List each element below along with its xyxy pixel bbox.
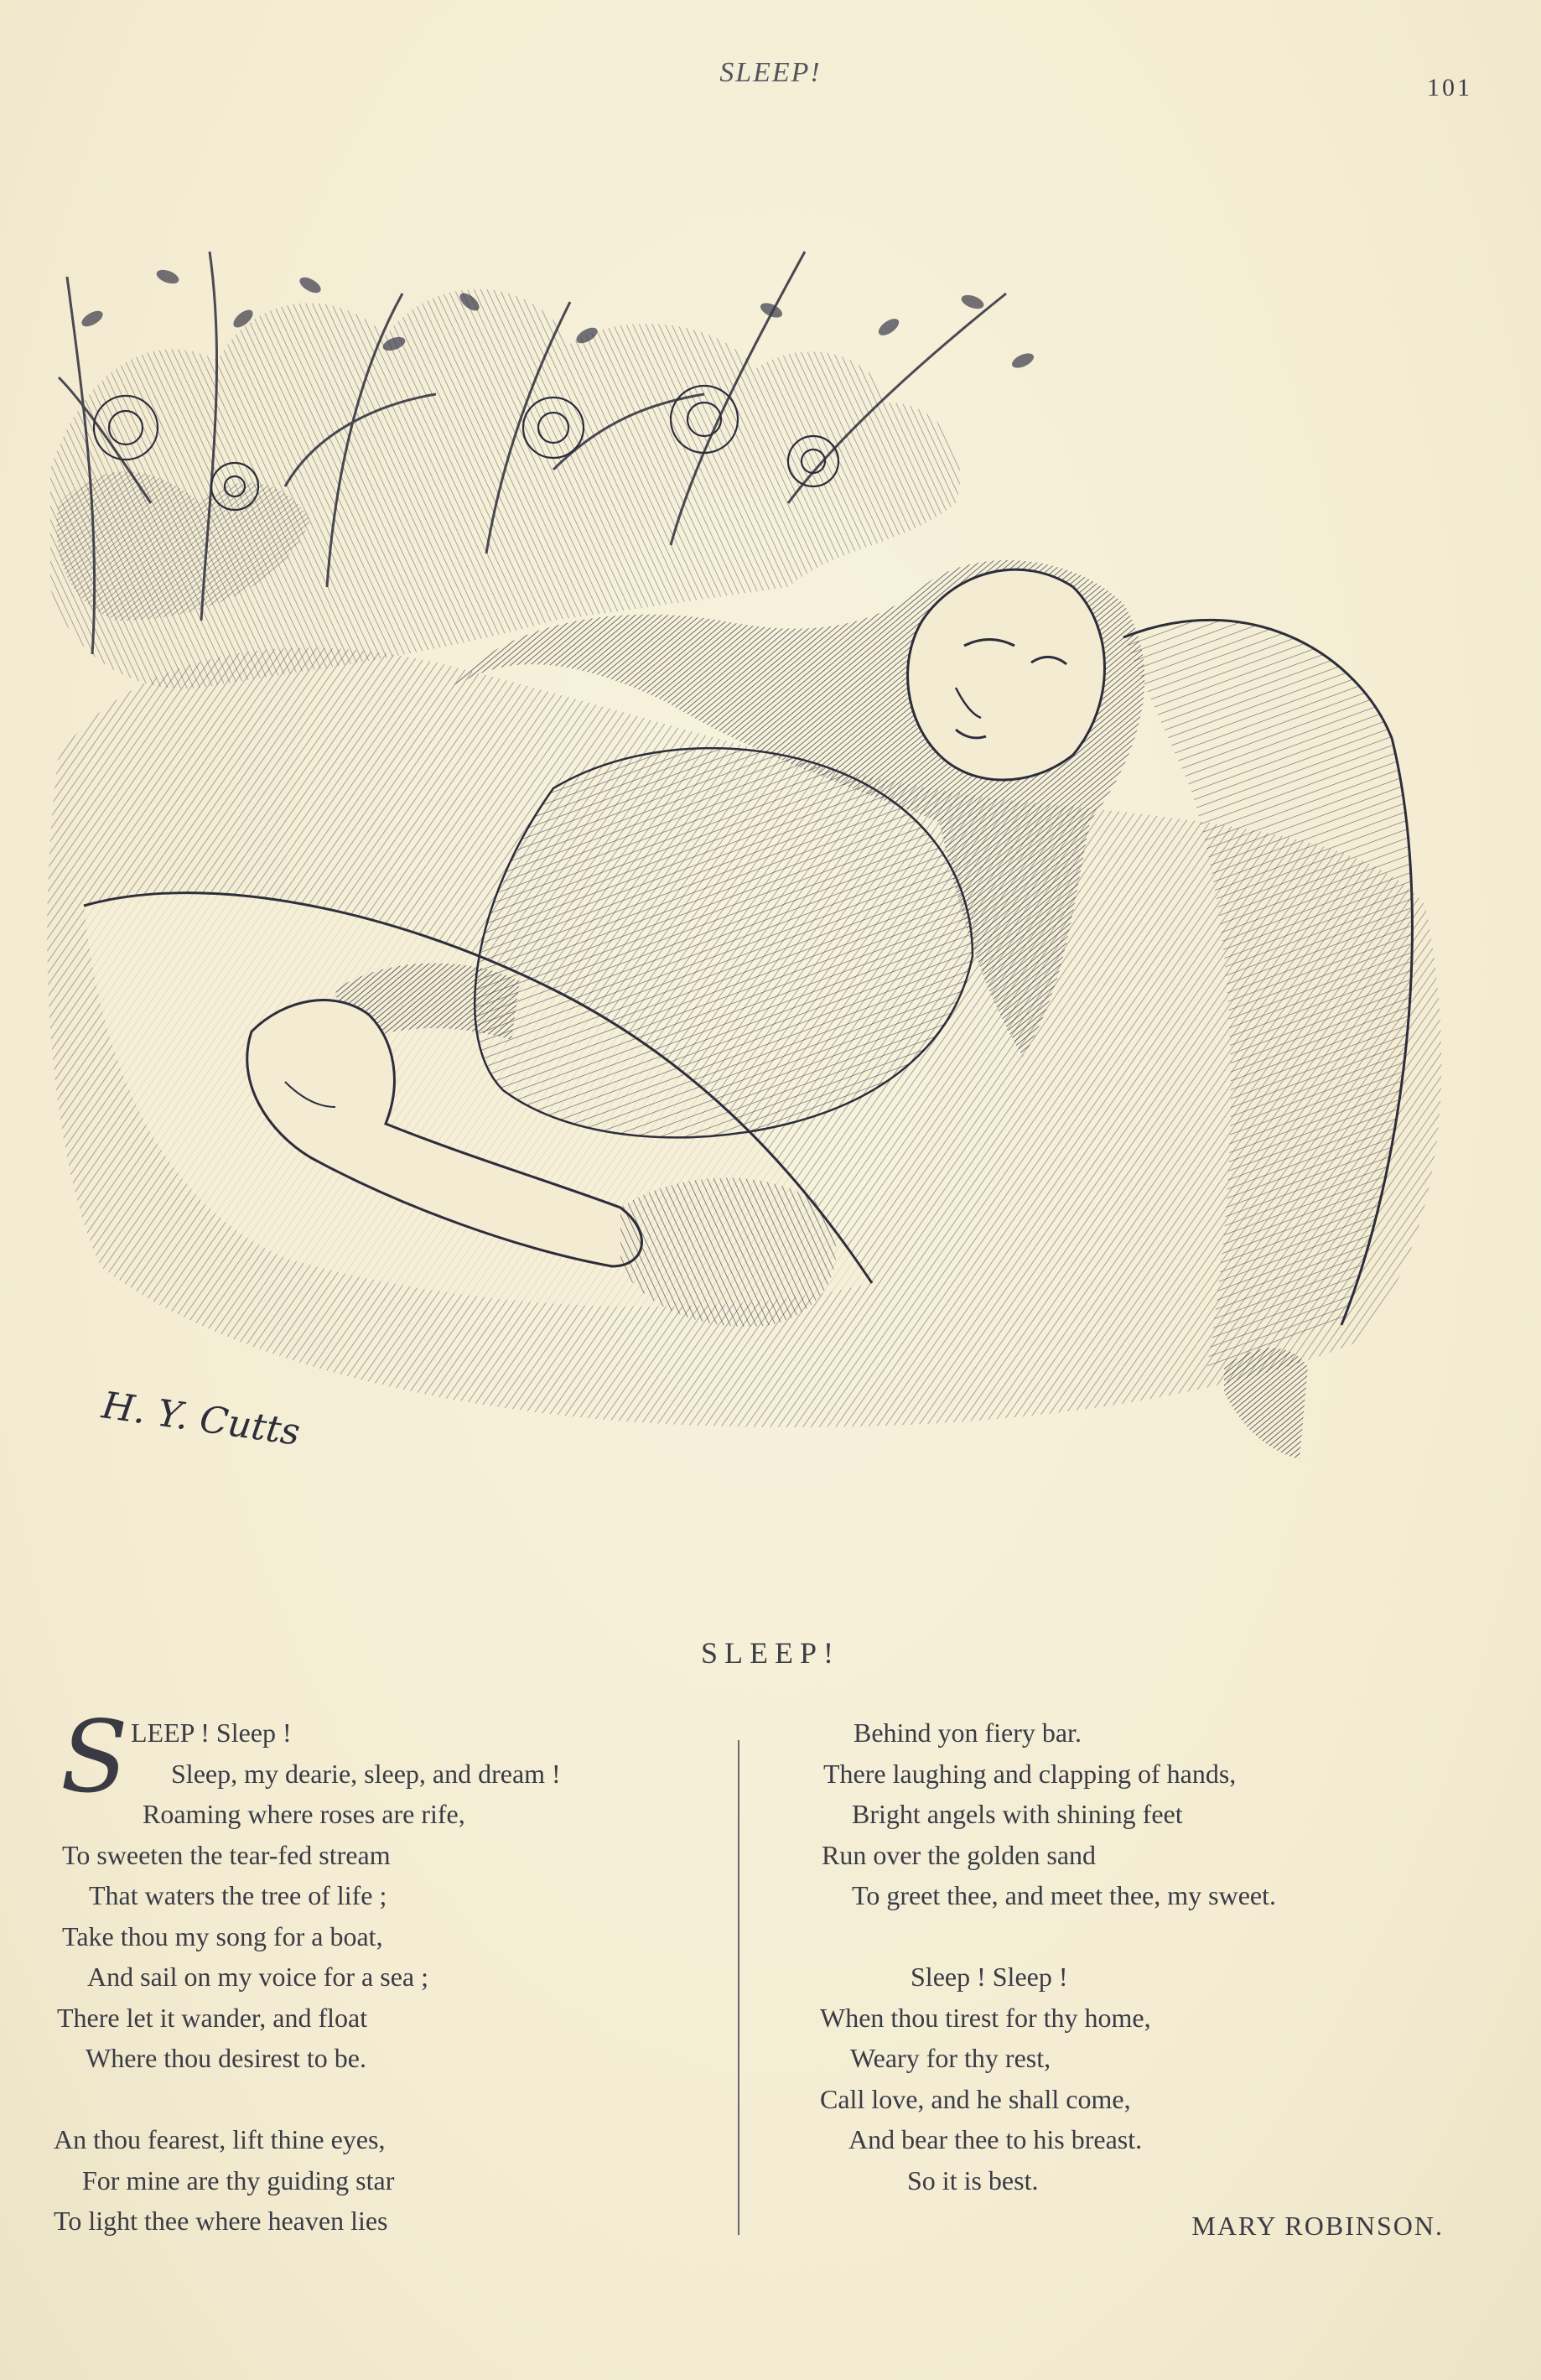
engraving-illustration: [34, 151, 1459, 1459]
column-divider: [738, 1740, 739, 2235]
page-number: 101: [1427, 74, 1472, 101]
poem-line: Call love, and he shall come,: [820, 2083, 1131, 2114]
poem-line: For mine are thy guiding star: [82, 2164, 395, 2196]
poem-line: Sleep ! Sleep !: [911, 1962, 1068, 1992]
drop-cap-letter: S: [60, 1699, 128, 1815]
poem-right-column: [818, 1712, 1455, 2201]
sleeping-face: [908, 569, 1105, 780]
poem-line: When thou tirest for thy home,: [820, 2002, 1151, 2033]
poem-line: Behind yon fiery bar.: [854, 1717, 1082, 1748]
poem-left-column: [54, 1699, 724, 2242]
poem-line: To greet thee, and meet thee, my sweet.: [852, 1880, 1276, 1910]
poem-author: MARY ROBINSON.: [1191, 2211, 1444, 2241]
artist-signature: H. Y. Cutts: [99, 1384, 303, 1454]
poem-line: Take thou my song for a boat,: [62, 1920, 383, 1951]
poem-line: To light thee where heaven lies: [54, 2206, 388, 2236]
poem-line: Bright angels with shining feet: [852, 1799, 1183, 1829]
poem-title: SLEEP!: [700, 1636, 840, 1670]
poem-line: Where thou desirest to be.: [86, 2043, 366, 2073]
poem-line: There let it wander, and float: [57, 2002, 368, 2033]
poem-line: LEEP ! Sleep !: [131, 1717, 292, 1748]
poem-line: Run over the golden sand: [822, 1839, 1097, 1870]
poem-line: And sail on my voice for a sea ;: [87, 1962, 428, 1992]
stanza-break: [54, 2079, 724, 2120]
poem-line: And bear thee to his breast.: [848, 2124, 1143, 2154]
running-head: SLEEP!: [719, 57, 822, 88]
poem-line: There laughing and clapping of hands,: [823, 1758, 1237, 1789]
poem-line: To sweeten the tear-fed stream: [62, 1839, 391, 1870]
poem-line: That waters the tree of life ;: [89, 1880, 387, 1910]
poem-line: So it is best.: [907, 2164, 1039, 2196]
poem-line: Roaming where roses are rife,: [143, 1799, 465, 1829]
poem-line: Sleep, my dearie, sleep, and dream !: [171, 1758, 561, 1789]
poem-line: An thou fearest, lift thine eyes,: [54, 2124, 386, 2154]
poem-line: Weary for thy rest,: [850, 2043, 1051, 2073]
stanza-break: [818, 1916, 1455, 1957]
